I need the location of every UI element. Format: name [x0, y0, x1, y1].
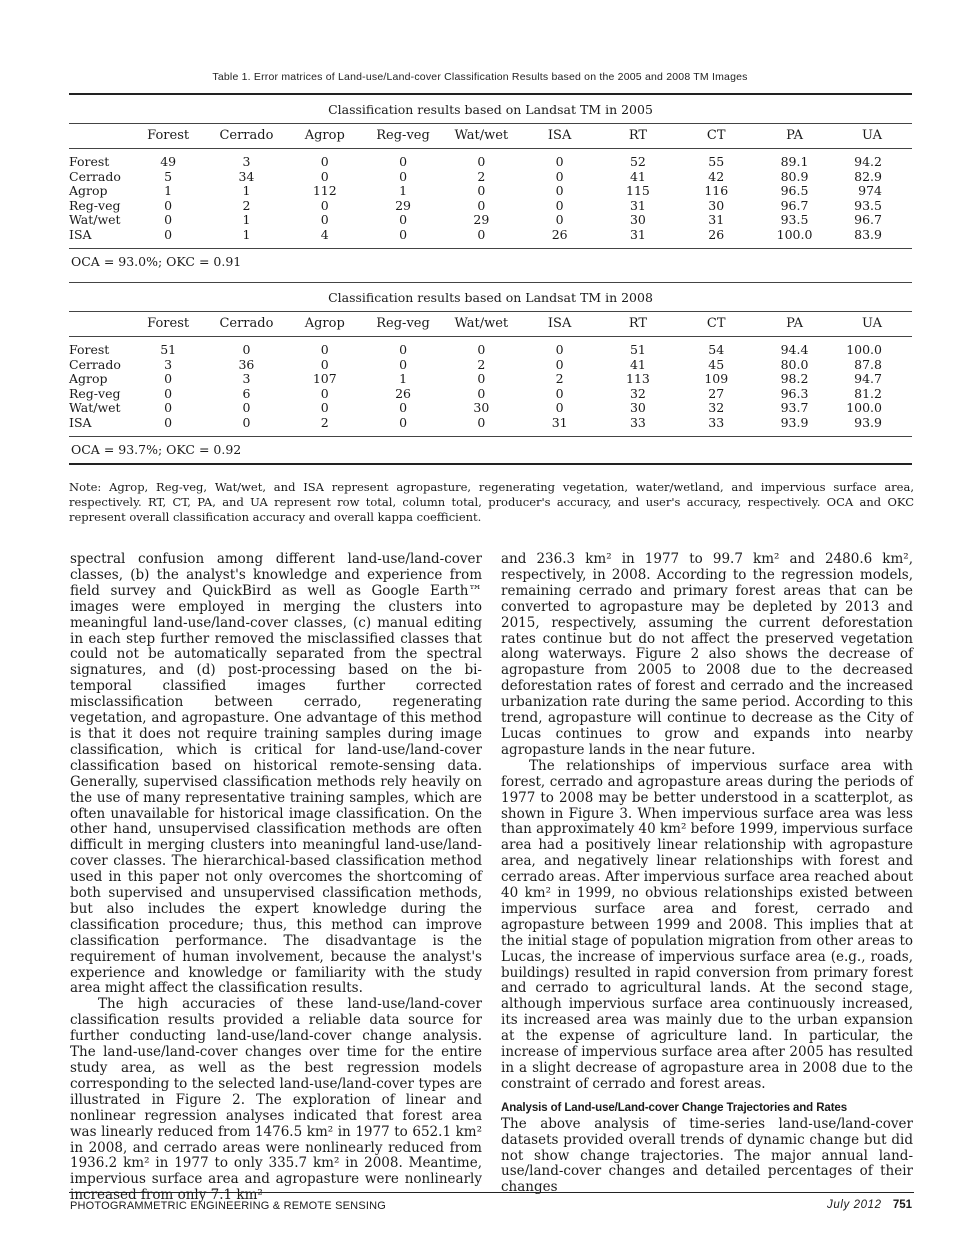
table-row — [69, 343, 912, 358]
table-cell: 98.2 — [780, 371, 809, 386]
table-cell: 0 — [399, 226, 408, 242]
table-2008-title: Classification results based on Landsat TM in 2008 — [328, 290, 653, 305]
table-row — [69, 372, 912, 387]
column-header: Wat/wet — [454, 316, 509, 331]
table-2005-header-row — [69, 124, 912, 148]
table-cell: 100.0 — [846, 400, 882, 415]
table-cell: 1 — [164, 183, 173, 198]
table-cell: 0 — [555, 212, 564, 227]
table-cell: 54 — [708, 342, 725, 357]
table-row — [69, 170, 912, 185]
table-cell: 96.7 — [780, 197, 809, 213]
table-cell: 49 — [160, 154, 177, 169]
row-label: Reg-veg — [69, 197, 121, 213]
table-cell: 0 — [399, 168, 408, 184]
column-header: CT — [706, 316, 726, 331]
table-cell: 3 — [242, 154, 251, 169]
column-header: RT — [628, 128, 648, 143]
table-bottom-rule — [69, 463, 912, 465]
table-cell: 26 — [708, 226, 725, 242]
table-cell: 3 — [242, 371, 251, 386]
table-cell: 80.0 — [780, 356, 809, 372]
table-cell: 3 — [164, 356, 173, 372]
table-cell: 31 — [629, 226, 646, 242]
table-cell: 0 — [555, 183, 564, 198]
table-cell: 42 — [708, 168, 725, 184]
column-header: Cerrado — [219, 316, 274, 331]
table-cell: 0 — [477, 197, 486, 213]
column-header: Agrop — [304, 128, 345, 143]
table-cell: 0 — [164, 414, 173, 430]
column-header: Forest — [147, 316, 190, 331]
table-cell: 94.2 — [854, 154, 882, 169]
body-paragraph: The relationships of impervious surface area with forest, cerrado and agropasture areas during the periods of 1977 to 2008 may be better understood in a scatterplot, as shown in Figure 3. When impervious surface area was less than approximately 40 km² before 1999, impervious surface area had a positively linear relationship with agropasture area, and negatively linear relationships with forest and cerrado areas. After impervious surface area reached about 40 km² in 1999, no obvious relationships existed between impervious surface area and forest, cerrado and agropasture between 1999 and 2008. This implies that at the initial stage of population migration from other areas to Lucas, the increase of impervious surface area (e.g., roads, buildings) resulted in rapid conversion from primary forest and cerrado to agricultural lands. At the second stage, although impervious surface area continuously increased, its increased area was mainly due to the urban expansion at the expense of agriculture land. In particular, the increase of impervious surface area after 2005 has resulted in a slight decrease of agropasture area in 2008 due to the constraint of cerrado and forest areas. — [501, 757, 913, 1092]
column-header: Reg-veg — [376, 316, 430, 331]
table-cell: 51 — [629, 342, 646, 357]
table-cell: 0 — [477, 414, 486, 430]
table-cell: 100.0 — [776, 226, 813, 242]
table-2008-oca: OCA = 93.7%; OKC = 0.92 — [71, 442, 242, 457]
table-cell: 30 — [473, 400, 490, 415]
table-cell: 29 — [395, 197, 411, 213]
table-row — [69, 228, 912, 243]
table-cell: 45 — [708, 356, 725, 372]
table-cell: 0 — [164, 212, 173, 227]
column-header: Agrop — [304, 316, 345, 331]
table-rule — [69, 336, 912, 337]
table-cell: 31 — [708, 212, 725, 227]
body-paragraph: The high accuracies of these land-use/land-cover classification results provided a reliable data source for further conducting land-use/land-cover change analysis. The land-use/land-cover changes over time for the entire study area, as well as the best regression models corresponding to the selected land-use/land-cover types are illustrated in Figure 2. The exploration of linear and nonlinear regression analyses indicated that forest area was linearly reduced from 1476.5 km² in 1977 to 652.1 km² in 2008, and cerrado areas were nonlinearly reduced from 1936.2 km² in 1977 to only 335.7 km² in 2008. Meantime, impervious surface area and agropasture were nonlinearly increased from only 7.1 km² — [70, 996, 482, 1204]
table-cell: 36 — [238, 356, 255, 372]
table-cell: 93.5 — [780, 212, 809, 227]
table-cell: 107 — [312, 371, 337, 386]
table-row — [69, 184, 912, 199]
table-cell: 1 — [399, 183, 408, 198]
table-2005-oca: OCA = 93.0%; OKC = 0.91 — [71, 254, 242, 269]
table-cell: 87.8 — [854, 356, 882, 372]
table-cell: 52 — [629, 154, 646, 169]
body-paragraph: and 236.3 km² in 1977 to 99.7 km² and 2480.6 km², respectively, in 2008. According to the regression models, remaining cerrado and primary forest areas that can be converted to agropasture may be depleted by 2013 and 2015, respectively, assuming the current deforestation rates continue but do not affect the preserved vegetation along waterways. Figure 2 also shows the decrease of agropasture from 2005 to 2008 due to the decreased deforestation rates of forest and cerrado and the increased urbanization rate during the same period. According to this trend, agropasture will continue to decrease as the City of Lucas continues to grow and expands into nearby agropasture lands in the near future. — [501, 551, 913, 758]
table-cell: 974 — [858, 183, 882, 198]
table-cell: 0 — [555, 356, 564, 372]
column-header — [69, 124, 129, 148]
table-cell: 26 — [395, 385, 411, 401]
row-label: ISA — [69, 226, 92, 242]
table-cell: 116 — [704, 183, 729, 198]
body-paragraph: spectral confusion among different land-use/land-cover classes, (b) the analyst's knowledge and experience from field survey and QuickBird as well as Google Earth™ images were employed in merging the clusters into meaningful land-use/land-cover classes, (c) manual editing in each step further removed the misclassified classes that could not be automatically separated from the spectral signatures, and (d) post-processing based on the bi-temporal classified images further corrected misclassification between cerrado, regenerating vegetation, and agropasture. One advantage of this method is that it does not require training samples during image classification, which is critical for land-use/land-cover classification based on historical remote-sensing data. Generally, supervised classification methods rely heavily on the use of many representative training samples, which are often unavailable for historical image classification. On the other hand, unsupervised classification methods are often difficult in merging clusters into meaningful land-use/land-cover classes. The hierarchical-based classification method used in this paper not only overcomes the shortcoming of both supervised and unsupervised classification methods, but also includes the expert knowledge during the classification procedure; thus, this method can improve classification performance. The disadvantage is the requirement of human involvement, because the analyst's experience and knowledge or familiarity with the study area might affect the classification results. — [70, 551, 482, 997]
table-row — [69, 199, 912, 214]
table-cell: 0 — [555, 400, 564, 415]
table-cell: 0 — [399, 400, 408, 415]
table-cell: 31 — [629, 197, 646, 213]
table-cell: 0 — [399, 154, 408, 169]
table-cell: 83.9 — [854, 226, 882, 242]
table-cell: 27 — [708, 385, 725, 401]
table-cell: 0 — [555, 154, 564, 169]
table-cell: 112 — [312, 183, 337, 198]
row-label: Forest — [69, 342, 110, 357]
table-cell: 0 — [164, 197, 173, 213]
table-cell: 51 — [160, 342, 177, 357]
row-label: ISA — [69, 414, 92, 430]
table-cell: 0 — [555, 168, 564, 184]
table-cell: 0 — [164, 385, 173, 401]
table-cell: 55 — [708, 154, 725, 169]
table-cell: 96.7 — [854, 212, 882, 227]
table-2005-title: Classification results based on Landsat TM in 2005 — [328, 102, 653, 117]
table-cell: 31 — [551, 414, 568, 430]
table-cell: 30 — [708, 197, 725, 213]
table-cell: 93.7 — [780, 400, 809, 415]
table-cell: 96.3 — [780, 385, 809, 401]
table-cell: 2 — [477, 168, 486, 184]
table-cell: 0 — [320, 168, 329, 184]
table-cell: 2 — [477, 356, 486, 372]
table-cell: 33 — [629, 414, 646, 430]
row-label: Wat/wet — [69, 400, 121, 415]
table-cell: 29 — [473, 212, 490, 227]
table-2005 — [69, 93, 912, 275]
table-cell: 0 — [477, 342, 486, 357]
table-cell: 93.5 — [854, 197, 882, 213]
row-label: Forest — [69, 154, 110, 169]
table-cell: 113 — [626, 371, 650, 386]
column-header: RT — [628, 316, 648, 331]
column-header: Forest — [147, 128, 190, 143]
table-cell: 0 — [555, 197, 564, 213]
table-row — [69, 358, 912, 373]
row-label: Agrop — [69, 183, 108, 198]
body-paragraph: The above analysis of time-series land-use/land-cover datasets provided overall trends of dynamic change but did not show change trajectories. The major annual land-use/land-cover changes and detailed percentages of their changes — [501, 1115, 913, 1196]
column-header: Wat/wet — [454, 128, 509, 143]
table-cell: 80.9 — [780, 168, 809, 184]
table-cell: 6 — [242, 385, 251, 401]
table-cell: 0 — [320, 342, 329, 357]
table-cell: 0 — [320, 154, 329, 169]
left-column — [70, 552, 482, 1204]
table-cell: 94.7 — [854, 371, 882, 386]
table-cell: 93.9 — [780, 414, 809, 430]
row-label: Cerrado — [69, 168, 121, 184]
table-cell: 82.9 — [854, 168, 882, 184]
table-row — [69, 387, 912, 402]
table-cell: 41 — [629, 356, 646, 372]
column-header: UA — [862, 128, 882, 143]
table-cell: 0 — [164, 371, 173, 386]
column-header: UA — [862, 316, 882, 331]
table-cell: 26 — [551, 226, 568, 242]
column-header: Reg-veg — [376, 128, 430, 143]
table-cell: 0 — [242, 400, 251, 415]
table-cell: 0 — [555, 385, 564, 401]
table-row — [69, 416, 912, 431]
table-row — [69, 213, 912, 228]
column-header: CT — [706, 128, 726, 143]
table-cell: 0 — [164, 226, 173, 242]
table-cell: 0 — [320, 212, 329, 227]
table-cell: 0 — [320, 385, 329, 401]
table-cell: 2 — [242, 197, 251, 213]
column-header: ISA — [547, 128, 572, 143]
table-cell: 0 — [399, 414, 408, 430]
table-cell: 0 — [555, 342, 564, 357]
table-row — [69, 155, 912, 170]
table-cell: 100.0 — [846, 342, 882, 357]
table-cell: 2 — [555, 371, 564, 386]
table-cell: 0 — [242, 342, 251, 357]
table-cell: 1 — [242, 212, 251, 227]
table-cell: 0 — [477, 183, 486, 198]
section-heading: Analysis of Land-use/Land-cover Change Trajectories and Rates — [501, 1101, 848, 1114]
table-cell: 93.9 — [854, 414, 882, 430]
row-label: Agrop — [69, 371, 108, 386]
table-cell: 0 — [399, 356, 408, 372]
table-cell: 0 — [320, 400, 329, 415]
table-cell: 30 — [629, 212, 646, 227]
table-cell: 0 — [477, 371, 486, 386]
table-cell: 1 — [242, 183, 251, 198]
column-header: PA — [786, 128, 804, 143]
column-header: Cerrado — [219, 128, 274, 143]
table-cell: 0 — [320, 197, 329, 213]
table-cell: 96.5 — [780, 183, 809, 198]
table-cell: 81.2 — [854, 385, 882, 401]
table-cell: 0 — [164, 400, 173, 415]
table-cell: 34 — [238, 168, 255, 184]
table-2008-header-row — [69, 312, 912, 336]
table-note: Note: Agrop, Reg-veg, Wat/wet, and ISA represent agropasture, regenerating vegetation, water/wetland, and impervious surface area, respectively. RT, CT, PA, and UA represent row total, column total, producer's accuracy, and user's accuracy, respectively. OCA and OKC represent overall classification accuracy and overall kappa coefficient. — [69, 480, 914, 524]
page-number: 751 — [892, 1199, 912, 1211]
table-rule — [69, 148, 912, 149]
table-cell: 0 — [477, 226, 486, 242]
table-cell: 0 — [399, 212, 408, 227]
table-cell: 109 — [704, 371, 729, 386]
table-cell: 115 — [626, 183, 650, 198]
journal-name: PHOTOGRAMMETRIC ENGINEERING & REMOTE SENSING — [70, 1200, 387, 1212]
table-cell: 94.4 — [780, 342, 809, 357]
column-header: PA — [786, 316, 804, 331]
footer-page-info — [827, 1199, 912, 1211]
row-label: Cerrado — [69, 356, 121, 372]
table-caption: Table 1. Error matrices of Land-use/Land-cover Classification Results based on the 2005 and 2008 TM Images — [212, 71, 748, 83]
table-cell: 1 — [242, 226, 251, 242]
table-cell: 0 — [399, 342, 408, 357]
issue-date: July 2012 — [826, 1199, 882, 1211]
column-header: ISA — [547, 316, 572, 331]
table-cell: 1 — [399, 371, 408, 386]
table-2008 — [69, 282, 912, 465]
table-cell: 32 — [708, 400, 725, 415]
footer-rule — [69, 1192, 914, 1193]
table-cell: 0 — [320, 356, 329, 372]
table-cell: 5 — [164, 168, 173, 184]
row-label: Reg-veg — [69, 385, 121, 401]
table-cell: 0 — [242, 414, 251, 430]
table-cell: 4 — [320, 226, 329, 242]
table-cell: 33 — [708, 414, 725, 430]
column-header — [69, 312, 129, 336]
table-cell: 30 — [629, 400, 646, 415]
table-cell: 89.1 — [780, 154, 809, 169]
table-cell: 2 — [320, 414, 329, 430]
table-2005-body — [69, 155, 912, 242]
table-row — [69, 401, 912, 416]
right-column — [501, 552, 913, 1196]
table-2008-body — [69, 343, 912, 430]
table-cell: 41 — [629, 168, 646, 184]
table-cell: 0 — [477, 154, 486, 169]
row-label: Wat/wet — [69, 212, 121, 227]
table-cell: 0 — [477, 385, 486, 401]
table-cell: 32 — [629, 385, 646, 401]
